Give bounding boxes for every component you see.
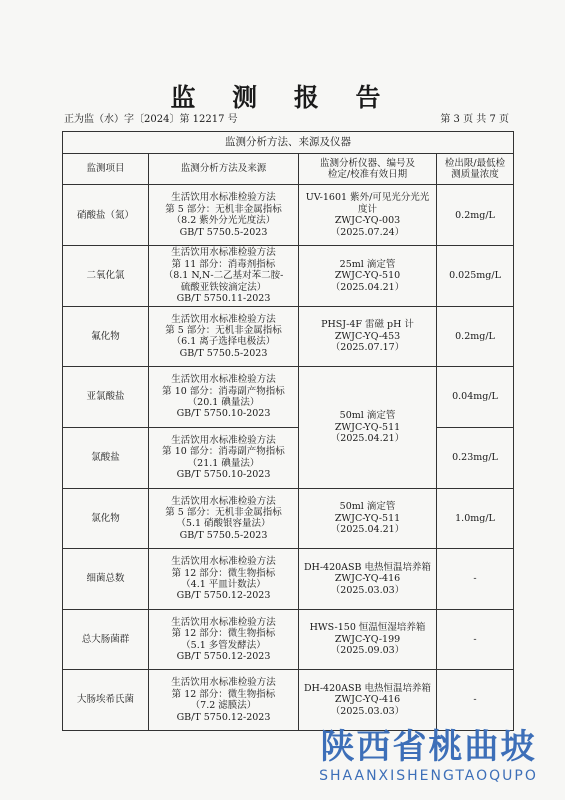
method-cell: 生活饮用水标准检验方法 第 11 部分：消毒剂指标 （8.1 N,N-二乙基对苯二胺- 硫酸亚铁铵滴定法） GB/T 5750.11-2023 xyxy=(149,246,299,307)
limit-cell: 0.23mg/L xyxy=(437,427,514,488)
item-cell: 大肠埃希氏菌 xyxy=(63,670,149,731)
limit-cell: 1.0mg/L xyxy=(437,488,514,549)
method-cell: 生活饮用水标准检验方法 第 12 部分：微生物指标 （4.1 平皿计数法） GB/T 5750.12-2023 xyxy=(149,549,299,610)
table-row xyxy=(63,185,514,246)
table-row xyxy=(63,306,514,367)
limit-cell: - xyxy=(437,670,514,731)
table-row xyxy=(63,367,514,428)
report-number: 正为监（水）字〔2024〕第 12217 号 xyxy=(64,114,238,125)
page-title: 监 测 报 告 xyxy=(170,83,395,112)
limit-cell: - xyxy=(437,609,514,670)
method-cell: 生活饮用水标准检验方法 第 10 部分：消毒副产物指标 （21.1 碘量法） GB/T 5750.10-2023 xyxy=(149,427,299,488)
methods-table xyxy=(62,131,514,731)
watermark-cn: 陕西省桃曲坡 xyxy=(320,727,537,767)
method-cell: 生活饮用水标准检验方法 第 12 部分：微生物指标 （7.2 滤膜法） GB/T 5750.12-2023 xyxy=(149,670,299,731)
instrument-cell: 25ml 滴定管 ZWJC-YQ-510（2025.04.21） xyxy=(299,246,437,307)
method-cell: 生活饮用水标准检验方法 第 12 部分：微生物指标 （5.1 多管发酵法） GB/T 5750.12-2023 xyxy=(149,609,299,670)
item-cell: 氟化物 xyxy=(63,306,149,367)
method-cell: 生活饮用水标准检验方法 第 5 部分：无机非金属指标 （5.1 硝酸银容量法） GB/T 5750.5-2023 xyxy=(149,488,299,549)
section-title: 监测分析方法、来源及仪器 xyxy=(63,132,514,154)
instrument-cell: DH-420ASB 电热恒温培养箱 ZWJC-YQ-416（2025.03.03） xyxy=(299,670,437,731)
table-row xyxy=(63,427,514,488)
item-cell: 亚氯酸盐 xyxy=(63,367,149,428)
limit-cell: 0.2mg/L xyxy=(437,185,514,246)
header-method: 监测分析方法及来源 xyxy=(149,153,299,184)
table-row xyxy=(63,246,514,307)
item-cell: 硝酸盐（氮） xyxy=(63,185,149,246)
instrument-cell: 50ml 滴定管 ZWJC-YQ-511（2025.04.21） xyxy=(299,367,437,488)
instrument-cell: DH-420ASB 电热恒温培养箱 ZWJC-YQ-416（2025.03.03） xyxy=(299,549,437,610)
table-header-row xyxy=(63,153,514,184)
method-cell: 生活饮用水标准检验方法 第 5 部分：无机非金属指标 （8.2 紫外分光光度法） GB/T 5750.5-2023 xyxy=(149,185,299,246)
item-cell: 细菌总数 xyxy=(63,549,149,610)
table-row xyxy=(63,609,514,670)
instrument-cell: PHSJ-4F 雷磁 pH 计 ZWJC-YQ-453（2025.07.17） xyxy=(299,306,437,367)
table-row xyxy=(63,670,514,731)
item-cell: 氯化物 xyxy=(63,488,149,549)
header-limit: 检出限/最低检 测质量浓度 xyxy=(437,153,514,184)
item-cell: 二氧化氯 xyxy=(63,246,149,307)
table-row xyxy=(63,549,514,610)
table-row xyxy=(63,488,514,549)
instrument-cell: 50ml 滴定管 ZWJC-YQ-511（2025.04.21） xyxy=(299,488,437,549)
limit-cell: 0.04mg/L xyxy=(437,367,514,428)
watermark xyxy=(292,727,565,785)
header-item: 监测项目 xyxy=(63,153,149,184)
method-cell: 生活饮用水标准检验方法 第 10 部分：消毒副产物指标 （20.1 碘量法） GB/T 5750.10-2023 xyxy=(149,367,299,428)
item-cell: 总大肠菌群 xyxy=(63,609,149,670)
item-cell: 氯酸盐 xyxy=(63,427,149,488)
method-cell: 生活饮用水标准检验方法 第 5 部分：无机非金属指标 （6.1 离子选择电极法） GB/T 5750.5-2023 xyxy=(149,306,299,367)
page-indicator: 第 3 页 共 7 页 xyxy=(440,114,509,125)
watermark-en: SHAANXISHENGTAOQUPO xyxy=(319,768,538,784)
header-instrument: 监测分析仪器、编号及 检定/校准有效日期 xyxy=(299,153,437,184)
limit-cell: 0.2mg/L xyxy=(437,306,514,367)
instrument-cell: HWS-150 恒温恒湿培养箱 ZWJC-YQ-199（2025.09.03） xyxy=(299,609,437,670)
limit-cell: 0.025mg/L xyxy=(437,246,514,307)
limit-cell: - xyxy=(437,549,514,610)
instrument-cell: UV-1601 紫外/可见光分光光度计 ZWJC-YQ-003（2025.07.24） xyxy=(299,185,437,246)
